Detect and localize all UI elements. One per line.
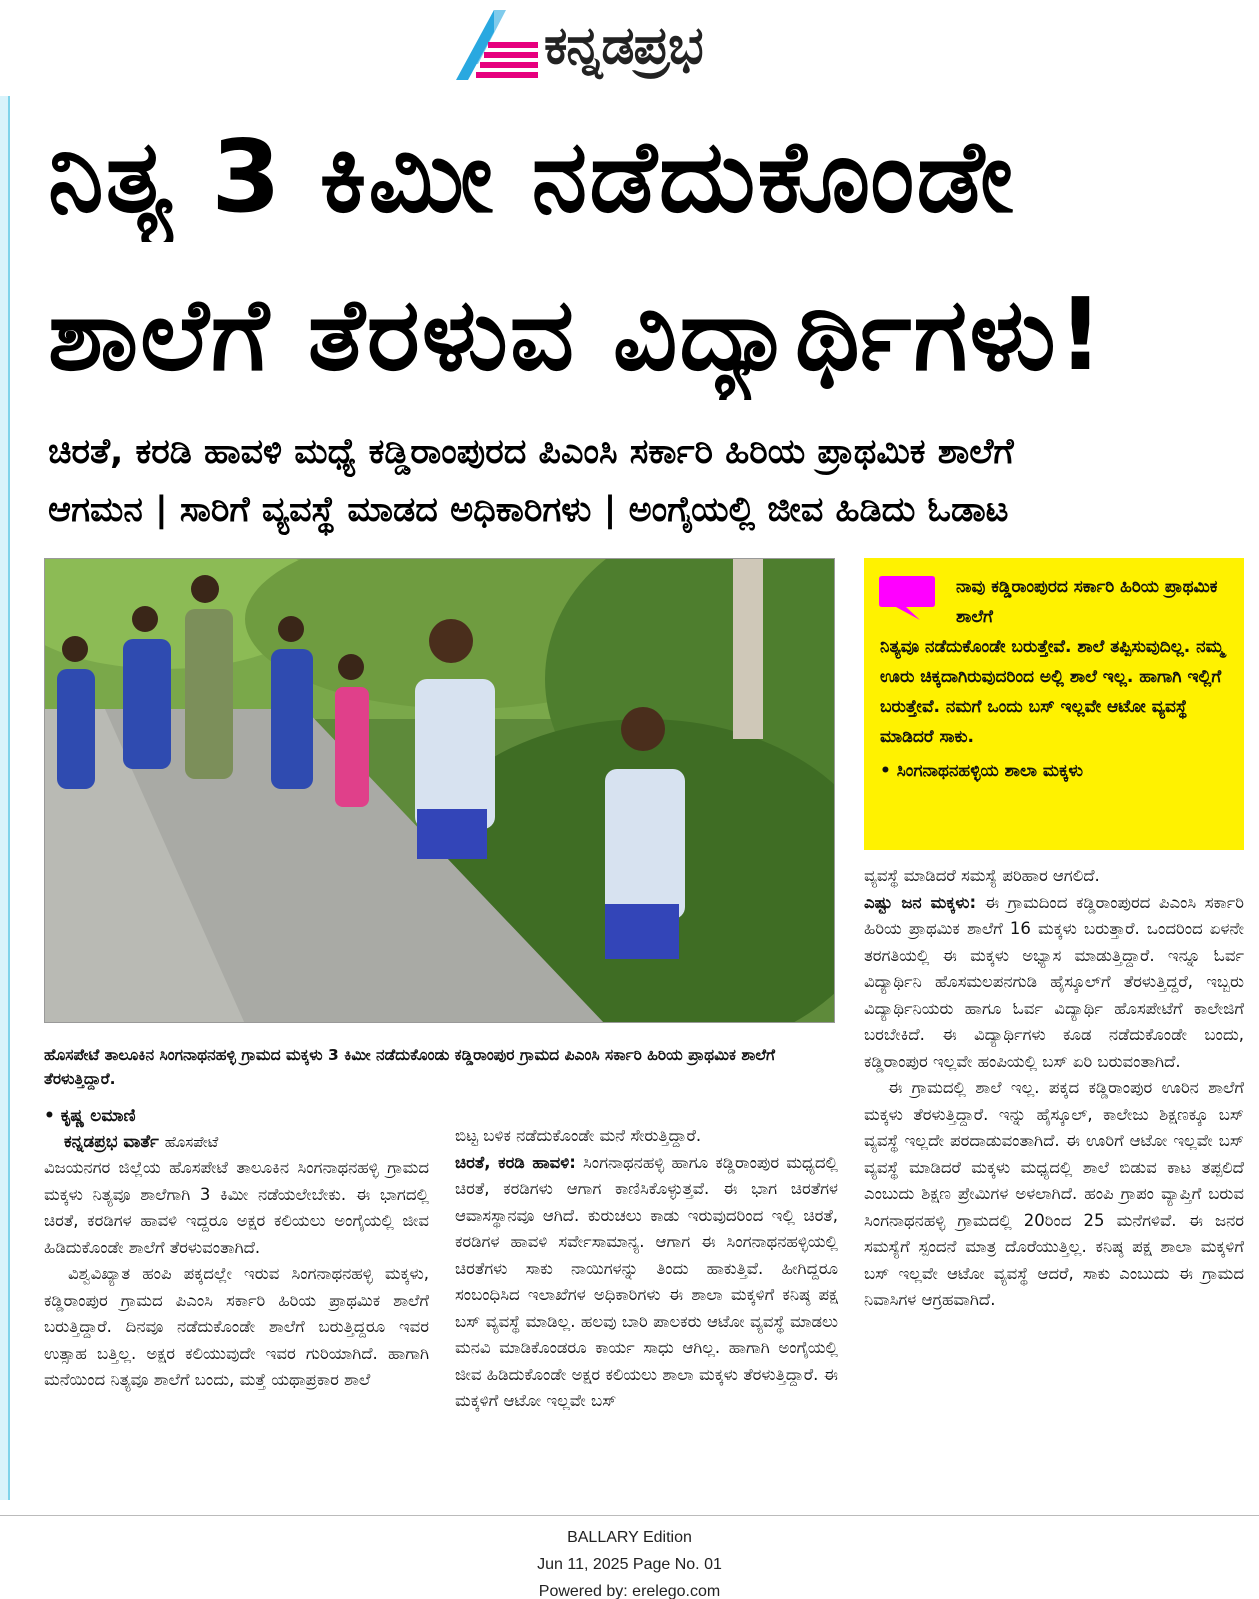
news-photo <box>44 558 835 1023</box>
left-margin-rule <box>0 96 10 1500</box>
article-column-3 <box>864 863 1244 1314</box>
article-text: ಸಿಂಗನಾಥನಹಳ್ಳಿ ಹಾಗೂ ಕಡ್ಡಿರಾಂಪುರ ಮಧ್ಯದಲ್ಲಿ ಚಿರತೆ, ಕರಡಿಗಳು ಆಗಾಗ ಕಾಣಿಸಿಕೊಳ್ಳುತ್ತವೆ. ಈ ಭಾಗ ಚಿರತೆಗಳ ಆವಾಸಸ್ಥಾನವೂ ಆಗಿದೆ. ಕುರುಚಲು ಕಾಡು ಇರುವುದರಿಂದ ಇಲ್ಲಿ ಚಿರತೆ, ಕರಡಿಗಳ ಹಾವಳಿ ಸರ್ವೇಸಾಮಾನ್ಯ. ಆಗಾಗ ಈ ಸಿಂಗನಾಥನಹಳ್ಳಿಯಲ್ಲಿ ಚಿರತೆಗಳು ಸಾಕು ನಾಯಿಗಳನ್ನು ತಿಂದು ಹಾಕುತ್ತಿವೆ. ಹೀಗಿದ್ದರೂ ಸಂಬಂಧಿಸಿದ ಇಲಾಖೆಗಳ ಅಧಿಕಾರಿಗಳು ಈ ಶಾಲಾ ಮಕ್ಕಳಿಗೆ ಕನಿಷ್ಠ ಪಕ್ಷ ಬಸ್ ವ್ಯವಸ್ಥೆ ಮಾಡಿಲ್ಲ. ಹಲವು ಬಾರಿ ಪಾಲಕರು ಆಟೋ ವ್ಯವಸ್ಥೆ ಮಾಡಲು ಮನವಿ ಮಾಡಿಕೊಂಡರೂ ಕಾರ್ಯ ಸಾಧು ಆಗಿಲ್ಲ. ಹಾಗಾಗಿ ಅಂಗೈಯಲ್ಲಿ ಜೀವ ಹಿಡಿದುಕೊಂಡೇ ಅಕ್ಷರ ಕಲಿಯಲು ಶಾಲಾ ಮಕ್ಕಳು ತೆರಳುತ್ತಿದ್ದಾರೆ. ಈ ಮಕ್ಕಳಿಗೆ ಆಟೋ ಇಲ್ಲವೇ ಬಸ್ <box>455 1152 838 1410</box>
headline-line-2: ಶಾಲೆಗೆ ತೆರಳುವ ವಿದ್ಯಾರ್ಥಿಗಳು! <box>48 276 1106 393</box>
subheadline-line-1: ಚಿರತೆ, ಕರಡಿ ಹಾವಳಿ ಮಧ್ಯೆ ಕಡ್ಡಿರಾಂಪುರದ ಪಿಎಂಸಿ ಸರ್ಕಾರಿ ಹಿರಿಯ ಪ್ರಾಥಮಿಕ ಶಾಲೆಗೆ <box>48 432 1014 472</box>
article-paragraph: ವಿಶ್ವವಿಖ್ಯಾತ ಹಂಪಿ ಪಕ್ಕದಲ್ಲೇ ಇರುವ ಸಿಂಗನಾಥನಹಳ್ಳಿ ಮಕ್ಕಳು, ಕಡ್ಡಿರಾಂಪುರ ಗ್ರಾಮದ ಪಿಎಂಸಿ ಸರ್ಕಾರಿ ಹಿರಿಯ ಪ್ರಾಥಮಿಕ ಶಾಲೆಗೆ ಬರುತ್ತಿದ್ದಾರೆ. ದಿನವೂ ನಡೆದುಕೊಂಡೇ ಶಾಲೆಗೆ ಬರುತ್ತಿದ್ದರೂ ಇವರ ಉತ್ಸಾಹ ಬತ್ತಿಲ್ಲ. ಅಕ್ಷರ ಕಲಿಯುವುದೇ ಇವರ ಗುರಿಯಾಗಿದೆ. ಹಾಗಾಗಿ ಮನೆಯಿಂದ ನಿತ್ಯವೂ ಶಾಲೆಗೆ ಬಂದು, ಮತ್ತೆ ಯಥಾಪ್ರಕಾರ ಶಾಲೆ <box>44 1264 429 1389</box>
subheadline-line-2: ಆಗಮನ | ಸಾರಿಗೆ ವ್ಯವಸ್ಥೆ ಮಾಡದ ಅಧಿಕಾರಿಗಳು | ಅಂಗೈಯಲ್ಲಿ ಜೀವ ಹಿಡಿದು ಓಡಾಟ <box>48 490 1009 530</box>
pull-quote-first: ನಾವು ಕಡ್ಡಿರಾಂಪುರದ ಸರ್ಕಾರಿ ಹಿರಿಯ ಪ್ರಾಥಮಿಕ ಶಾಲೆಗೆ <box>956 577 1218 627</box>
section-kicker: ಚಿರತೆ, ಕರಡಿ ಹಾವಳಿ: <box>455 1152 576 1172</box>
page-footer <box>0 1524 1259 1599</box>
article-paragraph: ವ್ಯವಸ್ಥೆ ಮಾಡಿದರೆ ಸಮಸ್ಯೆ ಪರಿಹಾರ ಆಗಲಿದೆ. <box>864 866 1100 885</box>
article-paragraph: ಬಿಟ್ಟ ಬಳಿಕ ನಡೆದುಕೊಂಡೇ ಮನೆ ಸೇರುತ್ತಿದ್ದಾರೆ. <box>455 1126 702 1145</box>
pull-quote-text: ನಿತ್ಯವೂ ನಡೆದುಕೊಂಡೇ ಬರುತ್ತೇವೆ. ಶಾಲೆ ತಪ್ಪಿಸುವುದಿಲ್ಲ. ನಮ್ಮ ಊರು ಚಿಕ್ಕದಾಗಿರುವುದರಿಂದ ಅಲ್ಲಿ ಶಾಲೆ ಇಲ್ಲ. ಹಾಗಾಗಿ ಇಲ್ಲಿಗೆ ಬರುತ್ತೇವೆ. ನಮಗೆ ಒಂದು ಬಸ್ ಇಲ್ಲವೇ ಆಟೋ ವ್ಯವಸ್ಥೆ ಮಾಡಿದರೆ ಸಾಕು. <box>880 637 1225 747</box>
headline-line-1: ನಿತ್ಯ 3 ಕಿಮೀ ನಡೆದುಕೊಂಡೇ <box>48 118 1015 235</box>
masthead <box>454 6 814 86</box>
children-walking-photo <box>45 559 835 1023</box>
byline-org <box>44 1129 429 1155</box>
article-paragraph <box>455 1150 838 1415</box>
footer-divider <box>0 1515 1259 1516</box>
masthead-title: ಕನ್ನಡಪ್ರಭ <box>544 15 703 76</box>
pull-quote-box <box>864 558 1244 850</box>
article-text: ಈ ಗ್ರಾಮದಿಂದ ಕಡ್ಡಿರಾಂಪುರದ ಪಿಎಂಸಿ ಸರ್ಕಾರಿ ಹಿರಿಯ ಪ್ರಾಥಮಿಕ ಶಾಲೆಗೆ 16 ಮಕ್ಕಳು ಬರುತ್ತಾರೆ. ಒಂದರಿಂದ ಏಳನೇ ತರಗತಿಯಲ್ಲಿ ಈ ಮಕ್ಕಳು ಅಭ್ಯಾಸ ಮಾಡುತ್ತಿದ್ದಾರೆ. ಇನ್ನೂ ಓರ್ವ ವಿದ್ಯಾರ್ಥಿನಿ ಹೊಸಮಲಪನಗುಡಿ ಹೈಸ್ಕೂಲ್‌ಗೆ ತೆರಳುತ್ತಿದ್ದರೆ, ಇಬ್ಬರು ವಿದ್ಯಾರ್ಥಿನಿಯರು ಹಾಗೂ ಓರ್ವ ವಿದ್ಯಾರ್ಥಿ ಹೊಸಪೇಟೆಗೆ ಕಾಲೇಜಿಗೆ ಬರಬೇಕಿದೆ. ಈ ವಿದ್ಯಾರ್ಥಿಗಳು ಕೂಡ ನಡೆದುಕೊಂಡೇ ಬಂದು, ಕಡ್ಡಿರಾಂಪುರ ಇಲ್ಲವೇ ಹಂಪಿಯಲ್ಲಿ ಬಸ್ ಏರಿ ಬರುವಂತಾಗಿದೆ. <box>864 892 1244 1071</box>
article-paragraph: ಈ ಗ್ರಾಮದಲ್ಲಿ ಶಾಲೆ ಇಲ್ಲ. ಪಕ್ಕದ ಕಡ್ಡಿರಾಂಪುರ ಊರಿನ ಶಾಲೆಗೆ ಮಕ್ಕಳು ತೆರಳುತ್ತಿದ್ದಾರೆ. ಇನ್ನು ಹೈಸ್ಕೂಲ್, ಕಾಲೇಜು ಶಿಕ್ಷಣಕ್ಕೂ ಬಸ್ ವ್ಯವಸ್ಥೆ ಇಲ್ಲದೇ ಪರದಾಡುವಂತಾಗಿದೆ. ಈ ಊರಿಗೆ ಆಟೋ ಇಲ್ಲವೇ ಬಸ್ ವ್ಯವಸ್ಥೆ ಮಾಡಿದರೆ ಮಕ್ಕಳು ಮಧ್ಯದಲ್ಲಿ ಶಾಲೆ ಬಿಡುವ ಕಾಟ ತಪ್ಪಲಿದೆ ಎಂಬುದು ಶಿಕ್ಷಣ ಪ್ರೇಮಿಗಳ ಅಳಲಾಗಿದೆ. ಹಂಪಿ ಗ್ರಾಪಂ ವ್ಯಾಪ್ತಿಗೆ ಬರುವ ಸಿಂಗನಾಥನಹಳ್ಳಿ ಗ್ರಾಮದಲ್ಲಿ 20ರಿಂದ 25 ಮನೆಗಳಿವೆ. ಈ ಜನರ ಸಮಸ್ಯೆಗೆ ಸ್ಪಂದನೆ ಮಾತ್ರ ದೊರೆಯುತ್ತಿಲ್ಲ. ಕನಿಷ್ಠ ಪಕ್ಷ ಶಾಲಾ ಮಕ್ಕಳಿಗೆ ಬಸ್ ಇಲ್ಲವೇ ಆಟೋ ವ್ಯವಸ್ಥೆ ಆದರೆ, ಸಾಕು ಎಂಬುದು ಈ ಗ್ರಾಮದ ನಿವಾಸಿಗಳ ಆಗ್ರಹವಾಗಿದೆ. <box>864 1078 1244 1309</box>
pull-quote-attribution: • ಸಿಂಗನಾಥನಹಳ್ಳಿಯ ಶಾಲಾ ಮಕ್ಕಳು <box>880 761 1083 781</box>
footer-powered-by: Powered by: erelego.com <box>538 1583 721 1599</box>
article-column-2 <box>455 1123 838 1415</box>
footer-date-page: Jun 11, 2025 Page No. 01 <box>537 1556 722 1573</box>
section-kicker: ಎಷ್ಟು ಜನ ಮಕ್ಕಳು: <box>864 892 977 912</box>
speech-bubble-icon <box>878 574 936 622</box>
byline-author: • ಕೃಷ್ಣ ಲಮಾಣಿ <box>44 1106 136 1126</box>
byline-place: ಹೊಸಪೇಟೆ <box>164 1133 219 1151</box>
article-column-1 <box>44 1103 429 1394</box>
kannadaprabha-logo-icon <box>454 8 540 84</box>
photo-caption: ಹೊಸಪೇಟೆ ತಾಲೂಕಿನ ಸಿಂಗನಾಥನಹಳ್ಳಿ ಗ್ರಾಮದ ಮಕ್ಕಳು 3 ಕಿಮೀ ನಡೆದುಕೊಂಡು ಕಡ್ಡಿರಾಂಪುರ ಗ್ರಾಮದ ಪಿಎಂಸಿ ಸರ್ಕಾರಿ ಹಿರಿಯ ಪ್ರಾಥಮಿಕ ಶಾಲೆಗೆ ತೆರಳುತ್ತಿದ್ದಾರೆ. <box>44 1046 776 1088</box>
byline-agency: ಕನ್ನಡಪ್ರಭ ವಾರ್ತೆ <box>64 1132 159 1152</box>
footer-edition: BALLARY Edition <box>567 1529 692 1546</box>
article-paragraph <box>864 890 1244 1076</box>
article-paragraph: ವಿಜಯನಗರ ಜಿಲ್ಲೆಯ ಹೊಸಪೇಟೆ ತಾಲೂಕಿನ ಸಿಂಗನಾಥನಹಳ್ಳಿ ಗ್ರಾಮದ ಮಕ್ಕಳು ನಿತ್ಯವೂ ಶಾಲೆಗಾಗಿ 3 ಕಿಮೀ ನಡೆಯಲೇಬೇಕು. ಈ ಭಾಗದಲ್ಲಿ ಚಿರತೆ, ಕರಡಿಗಳ ಹಾವಳಿ ಇದ್ದರೂ ಅಕ್ಷರ ಕಲಿಯಲು ಅಂಗೈಯಲ್ಲಿ ಜೀವ ಹಿಡಿದುಕೊಂಡೇ ಶಾಲೆಗೆ ತೆರಳುವಂತಾಗಿದೆ. <box>44 1158 429 1257</box>
